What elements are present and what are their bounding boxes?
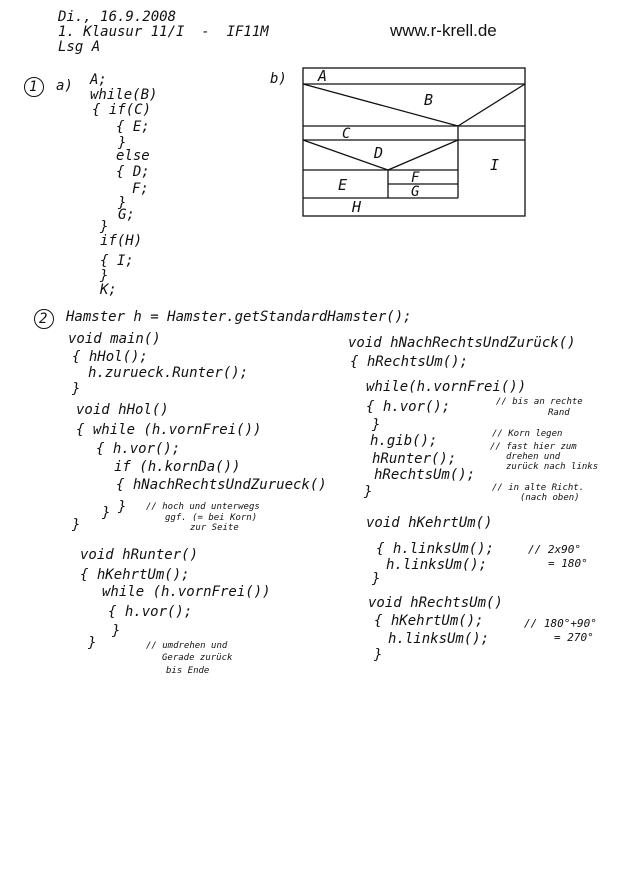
diagram-label-c: C bbox=[342, 126, 351, 142]
code-line: K; bbox=[100, 282, 117, 298]
code-line: void hRunter() bbox=[80, 547, 199, 563]
code-line: hRechtsUm(); bbox=[374, 467, 476, 483]
code-line: } bbox=[100, 219, 109, 235]
code-line: G; bbox=[118, 207, 135, 223]
code-line: } bbox=[112, 623, 121, 639]
code-comment: zurück nach links bbox=[506, 462, 599, 472]
task2-number: 2 bbox=[39, 311, 48, 327]
code-comment: bis Ende bbox=[166, 666, 210, 676]
diagram-label-a: A bbox=[318, 67, 328, 85]
code-line: void hRechtsUm() bbox=[368, 595, 503, 611]
code-line: { hKehrtUm(); bbox=[80, 567, 190, 583]
code-comment: // umdrehen und bbox=[146, 641, 228, 651]
part-b-label: b) bbox=[270, 71, 287, 87]
code-comment: (nach oben) bbox=[520, 493, 580, 503]
code-line: } bbox=[72, 517, 81, 533]
code-line: h.linksUm(); bbox=[388, 631, 490, 647]
code-line: } bbox=[100, 268, 109, 284]
code-line: F; bbox=[132, 181, 149, 197]
code-line: h.linksUm(); bbox=[386, 557, 488, 573]
code-comment: // bis an rechte bbox=[496, 397, 583, 407]
exam-title: 1. Klausur 11/I - IF11M bbox=[58, 24, 269, 40]
code-line: while (h.vornFrei()) bbox=[102, 584, 271, 600]
code-comment: // 2x90° bbox=[528, 543, 581, 556]
code-line: { h.linksUm(); bbox=[376, 541, 495, 557]
code-comment: Gerade zurück bbox=[162, 653, 233, 663]
code-line: { h.vor(); bbox=[108, 604, 193, 620]
code-line: hRunter(); bbox=[372, 451, 457, 467]
code-line: h.zurueck.Runter(); bbox=[88, 365, 249, 381]
diagram-label-h: H bbox=[352, 198, 362, 216]
code-line: { hHol(); bbox=[72, 349, 148, 365]
code-line: else bbox=[116, 148, 150, 164]
code-comment: // fast hier zum bbox=[490, 442, 577, 452]
solution-label: Lsg A bbox=[58, 39, 101, 55]
code-line: } bbox=[372, 417, 381, 433]
code-line: } bbox=[372, 571, 381, 587]
code-comment: drehen und bbox=[506, 452, 561, 462]
exam-date: Di., 16.9.2008 bbox=[58, 9, 177, 25]
code-comment: zur Seite bbox=[190, 523, 239, 533]
diagram-label-i: I bbox=[490, 156, 500, 174]
code-line: } bbox=[88, 635, 97, 651]
hamster-declaration: Hamster h = Hamster.getStandardHamster(); bbox=[66, 309, 412, 325]
task1-number: 1 bbox=[29, 79, 38, 95]
code-line: { D; bbox=[116, 164, 150, 180]
code-line: } bbox=[374, 647, 383, 663]
code-comment: = 180° bbox=[548, 557, 588, 570]
code-line: } bbox=[102, 505, 111, 521]
code-line: } bbox=[364, 484, 373, 500]
code-line: } bbox=[118, 135, 127, 151]
diagram-label-g: G bbox=[411, 184, 420, 200]
code-line: } bbox=[118, 499, 127, 515]
code-line: } bbox=[118, 195, 127, 211]
code-comment: // hoch und unterwegs bbox=[146, 502, 260, 512]
code-line: void hNachRechtsUndZurück() bbox=[348, 335, 576, 351]
code-line: A; bbox=[90, 72, 107, 88]
part-a-label: a) bbox=[56, 78, 73, 94]
code-line: void hKehrtUm() bbox=[366, 515, 493, 531]
code-line: if (h.kornDa()) bbox=[114, 459, 241, 475]
code-line: { h.vor(); bbox=[366, 399, 451, 415]
code-line: { hRechtsUm(); bbox=[350, 354, 469, 370]
code-line: void hHol() bbox=[76, 402, 169, 418]
diagram-label-b: B bbox=[424, 91, 434, 109]
code-line: { hKehrtUm(); bbox=[374, 613, 484, 629]
code-line: { E; bbox=[116, 119, 150, 135]
diagram-label-d: D bbox=[374, 144, 384, 162]
code-comment: ggf. (= bei Korn) bbox=[165, 513, 258, 523]
code-comment: // 180°+90° bbox=[524, 617, 597, 630]
diagram-label-f: F bbox=[411, 170, 420, 186]
code-line: if(H) bbox=[100, 233, 143, 249]
code-line: while(B) bbox=[90, 87, 158, 103]
code-line: { h.vor(); bbox=[96, 441, 181, 457]
code-comment: // Korn legen bbox=[492, 429, 563, 439]
code-line: { I; bbox=[100, 253, 134, 269]
code-line: h.gib(); bbox=[370, 433, 438, 449]
code-comment: = 270° bbox=[554, 631, 594, 644]
code-line: { while (h.vornFrei()) bbox=[76, 422, 262, 438]
code-line: void main() bbox=[68, 331, 161, 347]
website-label: www.r-krell.de bbox=[390, 21, 497, 40]
code-line: while(h.vornFrei()) bbox=[366, 379, 527, 395]
code-line: { if(C) bbox=[92, 102, 152, 118]
code-line: { hNachRechtsUndZurueck() bbox=[116, 477, 327, 493]
code-comment: // in alte Richt. bbox=[492, 483, 585, 493]
diagram-label-e: E bbox=[338, 176, 348, 194]
code-line: } bbox=[72, 381, 81, 397]
code-comment: Rand bbox=[548, 408, 570, 418]
